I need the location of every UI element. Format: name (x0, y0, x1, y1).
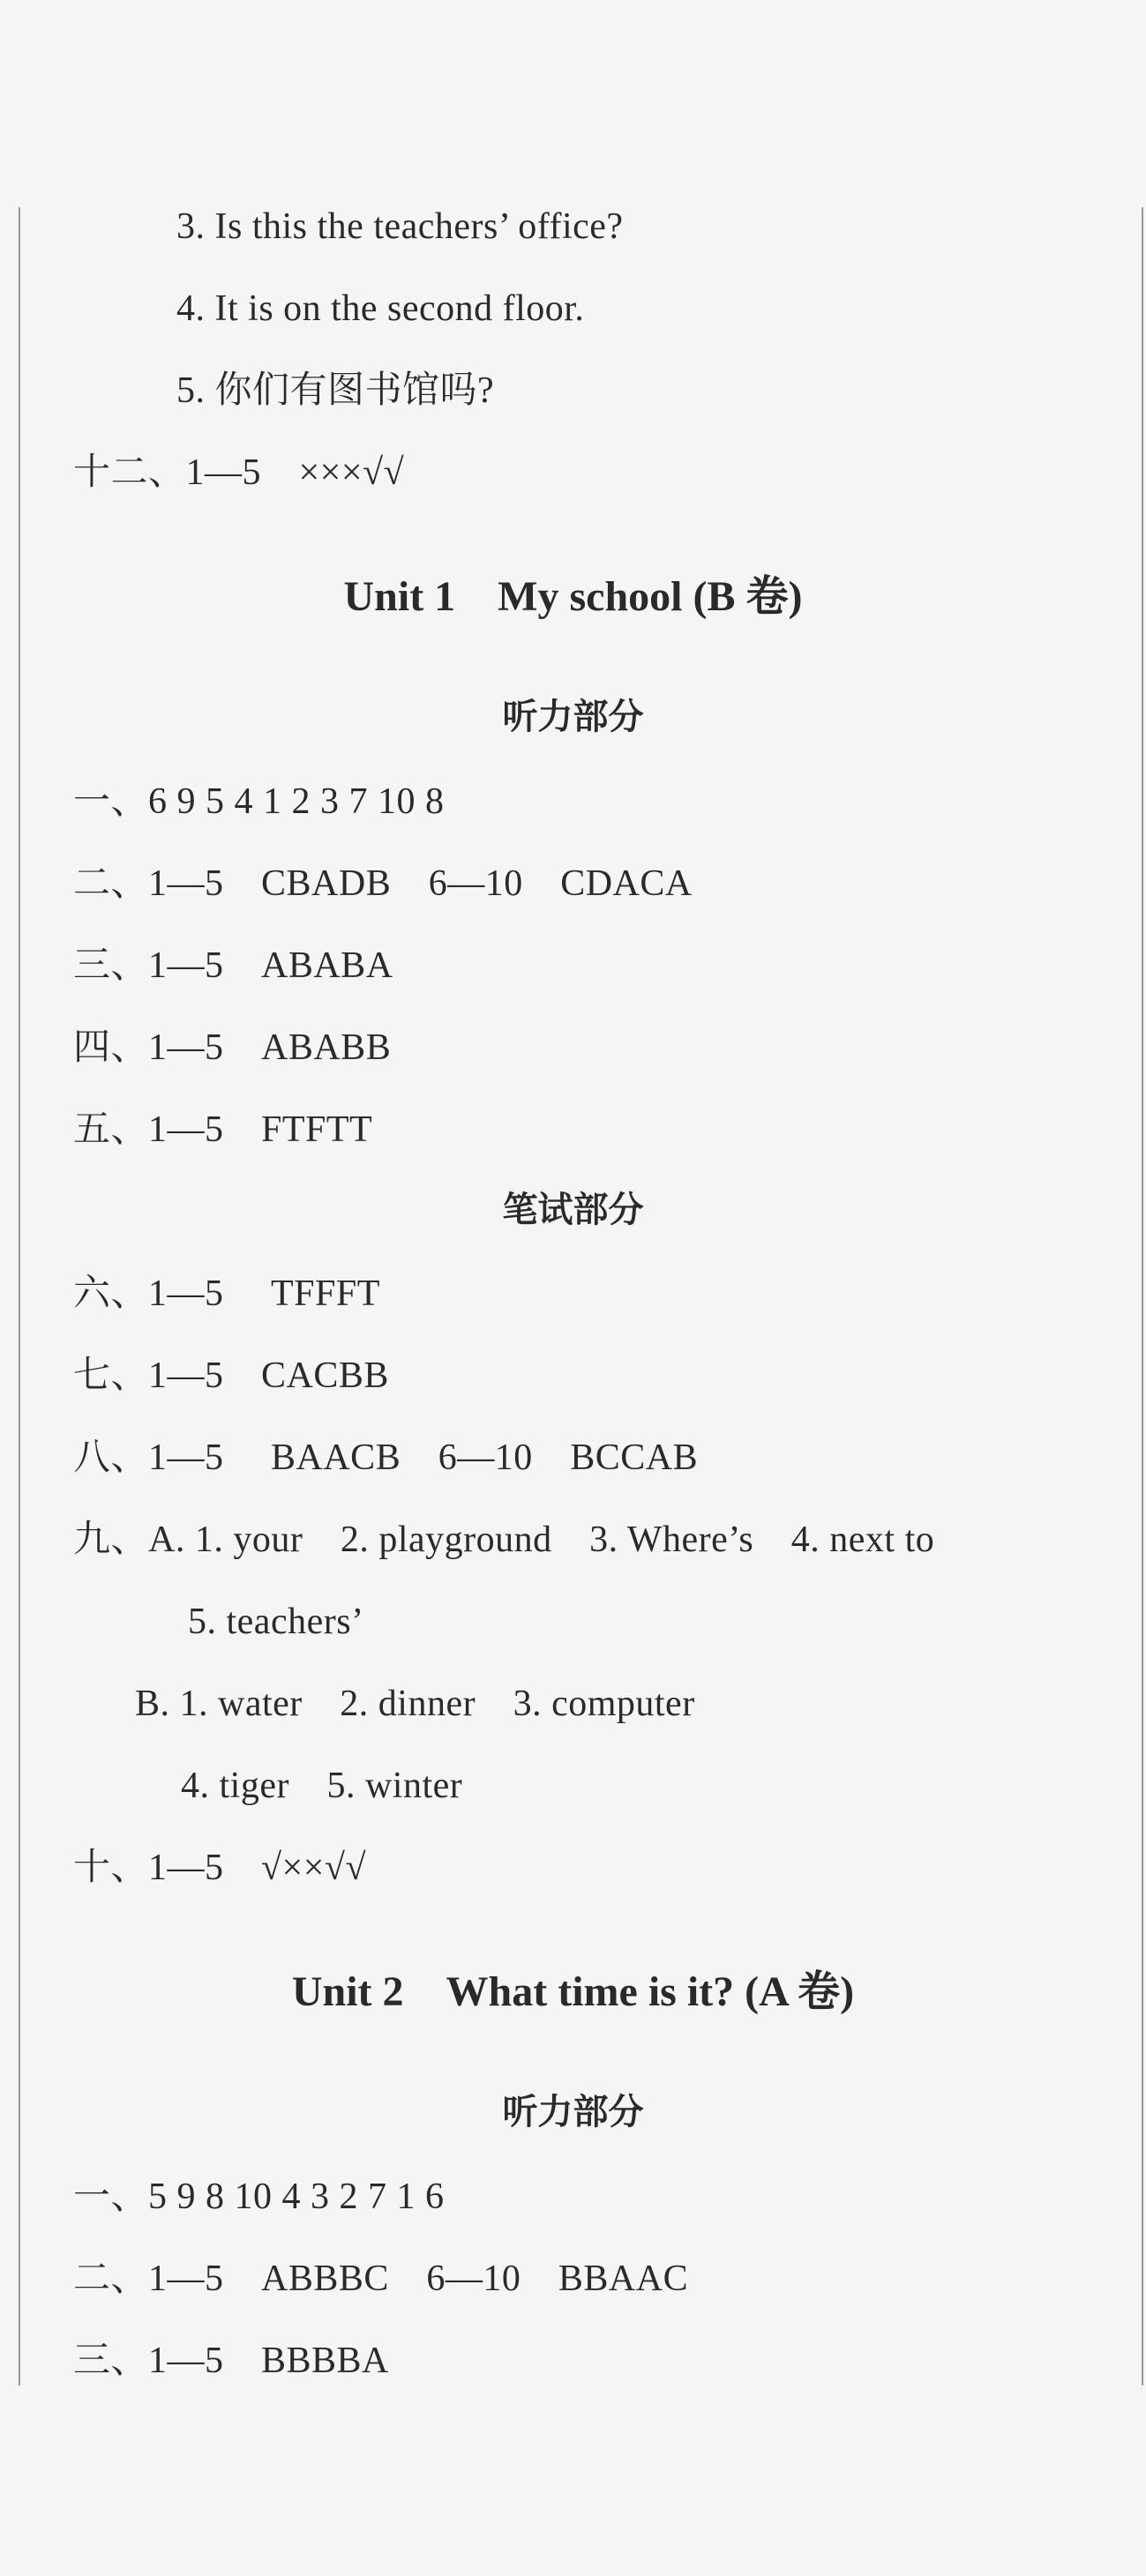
answer-line: 二、1—5 ABBBC 6—10 BBAAC (73, 2259, 689, 2299)
answer-line: 4. It is on the second floor. (176, 288, 585, 329)
answer-line: 一、6 9 5 4 1 2 3 7 10 8 (73, 781, 445, 822)
right-margin-line (1142, 207, 1143, 2386)
answer-line: 六、1—5 TFFFT (73, 1273, 380, 1314)
answer-line: 十、1—5 √××√√ (73, 1848, 367, 1888)
answer-line: 5. 你们有图书馆吗? (176, 370, 495, 411)
answer-line: 5. teachers’ (188, 1602, 364, 1642)
answer-line: 一、5 9 8 10 4 3 2 7 1 6 (73, 2177, 445, 2217)
answer-line: 3. Is this the teachers’ office? (176, 206, 624, 247)
answer-line: 十二、1—5 ×××√√ (73, 452, 405, 493)
answer-line: 三、1—5 ABABA (73, 945, 393, 986)
section-title: Unit 1 My school (B 卷) (343, 573, 803, 620)
section-subheading: 听力部分 (502, 2092, 644, 2132)
answer-line: 八、1—5 BAACB 6—10 BCCAB (73, 1437, 699, 1478)
answer-line: 三、1—5 BBBBA (73, 2341, 389, 2381)
answer-line: 4. tiger 5. winter (181, 1766, 463, 1806)
left-margin-line (19, 207, 20, 2386)
answer-line: 七、1—5 CACBB (73, 1355, 389, 1396)
answer-line: 四、1—5 ABABB (73, 1027, 392, 1068)
answer-line: 九、A. 1. your 2. playground 3. Where’s 4. next to (73, 1519, 935, 1560)
section-subheading: 听力部分 (502, 697, 644, 737)
section-subheading: 笔试部分 (502, 1190, 644, 1230)
section-title: Unit 2 What time is it? (A 卷) (291, 1968, 855, 2015)
answer-line: B. 1. water 2. dinner 3. computer (135, 1684, 695, 1724)
answer-line: 二、1—5 CBADB 6—10 CDACA (73, 863, 693, 904)
answer-line: 五、1—5 FTFTT (73, 1109, 373, 1150)
